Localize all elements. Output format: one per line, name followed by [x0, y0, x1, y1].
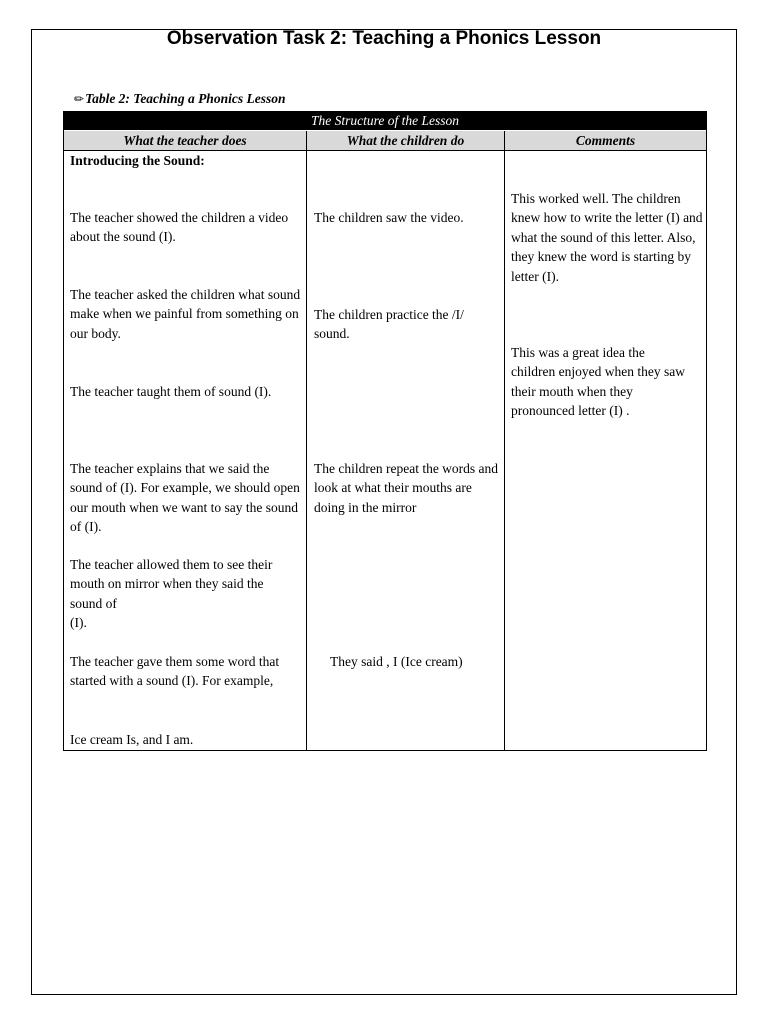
teacher-entry: (I).: [70, 615, 87, 630]
section-label: Introducing the Sound:: [70, 153, 205, 168]
children-entry: The children repeat the words and look at what their mouths are doing in the mirror: [314, 461, 499, 515]
teacher-entry: The teacher showed the children a video about the sound (I).: [70, 210, 289, 245]
header-comments: Comments: [505, 131, 706, 150]
table-caption: [74, 91, 285, 107]
teacher-entry: The teacher allowed them to see their mouth on mirror when they said the sound of: [70, 557, 273, 611]
table-caption-text: Table 2: Teaching a Phonics Lesson: [85, 91, 286, 106]
column-divider: [306, 131, 307, 750]
teacher-entry: The teacher gave them some word that started with a sound (I). For example,: [70, 654, 280, 689]
children-entry: They said , I (Ice cream): [330, 654, 463, 669]
table-banner: The Structure of the Lesson: [64, 112, 706, 130]
pencil-icon: ✏: [74, 92, 85, 106]
teacher-entry: The teacher taught them of sound (I).: [70, 384, 272, 399]
comment-entry: This worked well. The children knew how to write the letter (I) and what the sound of this letter. Also, they knew the word is starting by letter (I).: [511, 191, 703, 284]
teacher-entry: The teacher asked the children what sound make when we painful from something on our body.: [70, 287, 301, 341]
teacher-entry: The teacher explains that we said the sound of (I). For example, we should open our mouth when we want to say the sound of (I).: [70, 461, 300, 535]
children-entry: The children practice the /I/ sound.: [314, 307, 464, 342]
comment-entry: This was a great idea the children enjoyed when they saw their mouth when they pronounced letter (I) .: [511, 345, 685, 419]
lesson-table: [63, 111, 707, 751]
page-title: Observation Task 2: Teaching a Phonics Lesson: [166, 28, 602, 49]
column-divider: [504, 131, 505, 750]
children-entry: The children saw the video.: [314, 210, 464, 225]
header-children: What the children do: [307, 131, 504, 150]
header-teacher: What the teacher does: [64, 131, 306, 150]
teacher-entry: Ice cream Is, and I am.: [70, 732, 194, 747]
